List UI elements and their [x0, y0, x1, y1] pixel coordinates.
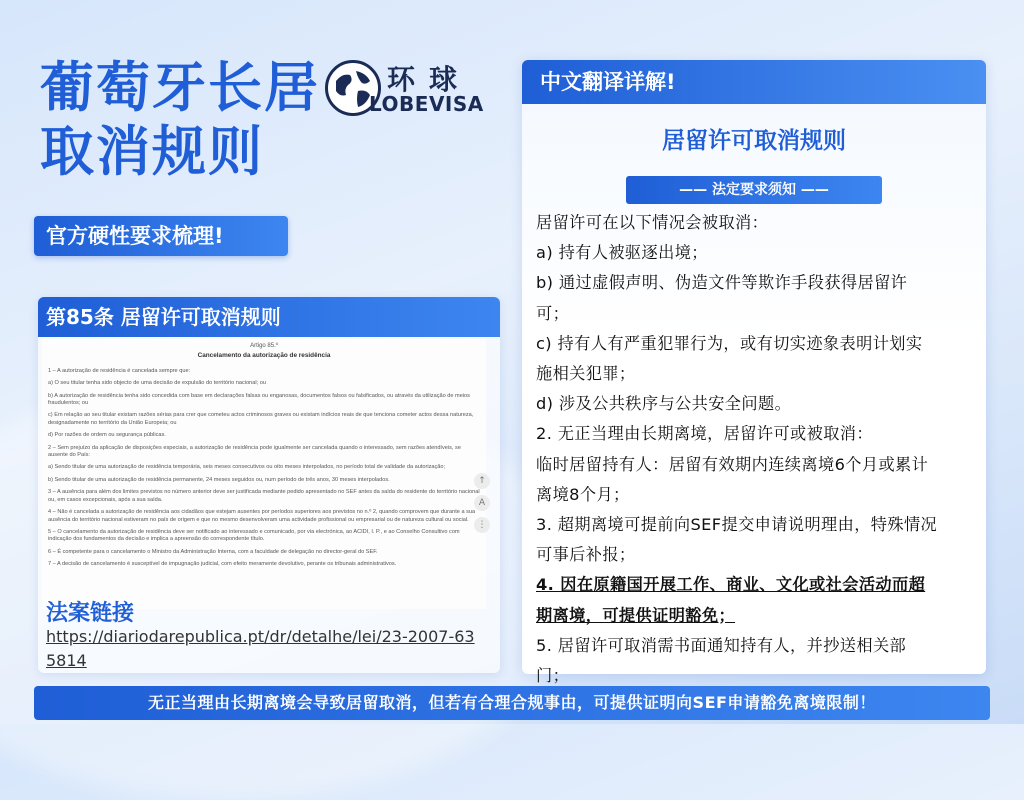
globevisa-logo	[325, 58, 495, 118]
translation-line: 居留许可在以下情况会被取消：	[536, 213, 769, 232]
doc-paragraph: b) A autorização de residência tenha sido concedida com base em declarações falsas ou enganosas, documentos falsos ou falsificados, ou através da utilização de meios fraudulentos; ou	[48, 392, 470, 407]
translation-line: 临时居留持有人：居留有效期内连续离境6个月或累计	[536, 454, 929, 474]
requirements-pill: —— 法定要求须知 ——	[626, 176, 882, 204]
translation-header: 中文翻译详解!	[522, 60, 986, 104]
translation-line: b) 通过虚假声明、伪造文件等欺诈手段获得居留许	[536, 273, 908, 293]
translation-line: 可事后补报；	[536, 545, 636, 565]
translation-line: 5. 居留许可取消需书面通知持有人，并抄送相关部	[536, 635, 907, 655]
doc-paragraph: 6 – É competente para o cancelamento o Ministro da Administração Interna, com a faculdade de delegação no director-geral do SEF.	[48, 548, 378, 555]
article-heading: 第85条 居留许可取消规则	[38, 297, 500, 337]
translation-line: 3. 超期离境可提前向SEF提交申请说明理由，特殊情况	[536, 515, 938, 535]
translation-panel	[522, 60, 986, 686]
translation-line: a) 持有人被驱逐出境；	[536, 243, 708, 263]
doc-paragraph: b) Sendo titular de uma autorização de residência permanente, 24 meses seguidos ou, num período de três anos, 30 meses interpolados.	[48, 476, 390, 483]
doc-paragraph: a) O seu titular tenha sido objecto de uma decisão de expulsão do território nacional; ou	[48, 380, 266, 387]
doc-paragraph: 2 – Sem prejuízo da aplicação de disposições especiais, a autorização de residência pode igualmente ser cancelada quando o interessado, sem razões atendíveis, se ausente do País:	[48, 444, 461, 459]
translation-highlight-line: 期离境，可提供证明豁免；	[536, 605, 736, 625]
doc-paragraph: 4 – Não é cancelada a autorização de residência aos cidadãos que estejam ausentes por períodos superiores aos previstos no n.º 2, quando comprovem que durante a sua ausência do território nacional estiveram no país de origem e que no mesmo desenvolveram uma actividade profissional ou empresarial ou de natureza cultural ou social.	[48, 509, 476, 523]
translation-highlight-line: 4. 因在原籍国开展工作、商业、文化或社会活动而超	[536, 575, 926, 595]
scroll-icon[interactable]: ⋮	[474, 517, 490, 533]
law-link-heading: 法案链接	[46, 601, 135, 626]
doc-title: Cancelamento da autorização de residência	[197, 352, 331, 360]
doc-paragraph: c) Em relação ao seu titular existam razões sérias para crer que cometeu actos criminosos graves ou existam indícios reais de que tenciona cometer actos dessa natureza, designadamente no território da União Europeia; ou	[48, 412, 474, 426]
up-arrow-icon[interactable]: ↑	[474, 473, 490, 489]
doc-paragraph: 7 – A decisão de cancelamento é susceptível de impugnação judicial, com efeito meramente devolutivo, perante os tribunais administrativos.	[48, 561, 397, 568]
translation-line: 可；	[536, 303, 570, 323]
main-title-line-2: 取消规则	[40, 120, 264, 183]
translation-line: 施相关犯罪；	[536, 364, 636, 384]
doc-toolbar	[474, 473, 492, 539]
doc-paragraph: d) Por razões de ordem ou segurança públicas.	[48, 432, 166, 439]
doc-article-number: Artigo 85.º	[250, 343, 278, 349]
translation-line: 2. 无正当理由长期离境，居留许可或被取消：	[536, 424, 873, 444]
main-title-line-1: 葡萄牙长居	[40, 56, 320, 119]
translation-body	[536, 208, 976, 691]
doc-paragraph: 3 – A ausência para além dos limites previstos no número anterior deve ser justificada mediante pedido apresentado no SEF antes da saída do residente do território nacional ou, em casos excepcionais, após a sua saída.	[48, 489, 480, 503]
translation-line: 离境8个月；	[536, 484, 630, 504]
doc-paragraph: a) Sendo titular de uma autorização de residência temporária, seis meses consecutivos ou oito meses interpolados, no período total de validade da autorização;	[48, 464, 446, 471]
translation-title: 居留许可取消规则	[662, 128, 846, 154]
doc-paragraph: 5 – O cancelamento da autorização de residência deve ser notificado ao interessado e comunicado, por via electrónica, ao ACIDI, I. P., e ao Conselho Consultivo com indicação dos fundamentos da decisão e implica a apreensão do correspondente título.	[48, 528, 460, 543]
logo-chinese-text: 环球	[387, 63, 472, 96]
subtitle-banner: 官方硬性要求梳理!	[34, 216, 288, 256]
translation-line: d) 涉及公共秩序与公共安全问题。	[536, 394, 792, 414]
translation-line: c) 持有人有严重犯罪行为，或有切实迹象表明计划实	[536, 333, 923, 353]
translation-line: 门；	[536, 666, 570, 686]
article-document-image	[42, 339, 486, 609]
bottom-summary-banner: 无正当理由长期离境会导致居留取消，但若有合理合规事由，可提供证明向SEF申请豁免离境限制！	[34, 686, 990, 720]
font-size-icon[interactable]: A	[474, 495, 490, 511]
law-link[interactable]: https://diariodarepublica.pt/dr/detalhe/lei/23-2007-635814	[46, 627, 475, 670]
logo-english-text: LOBEVISA	[369, 92, 484, 116]
doc-paragraph: 1 – A autorização de residência é cancelada sempre que:	[48, 367, 191, 374]
